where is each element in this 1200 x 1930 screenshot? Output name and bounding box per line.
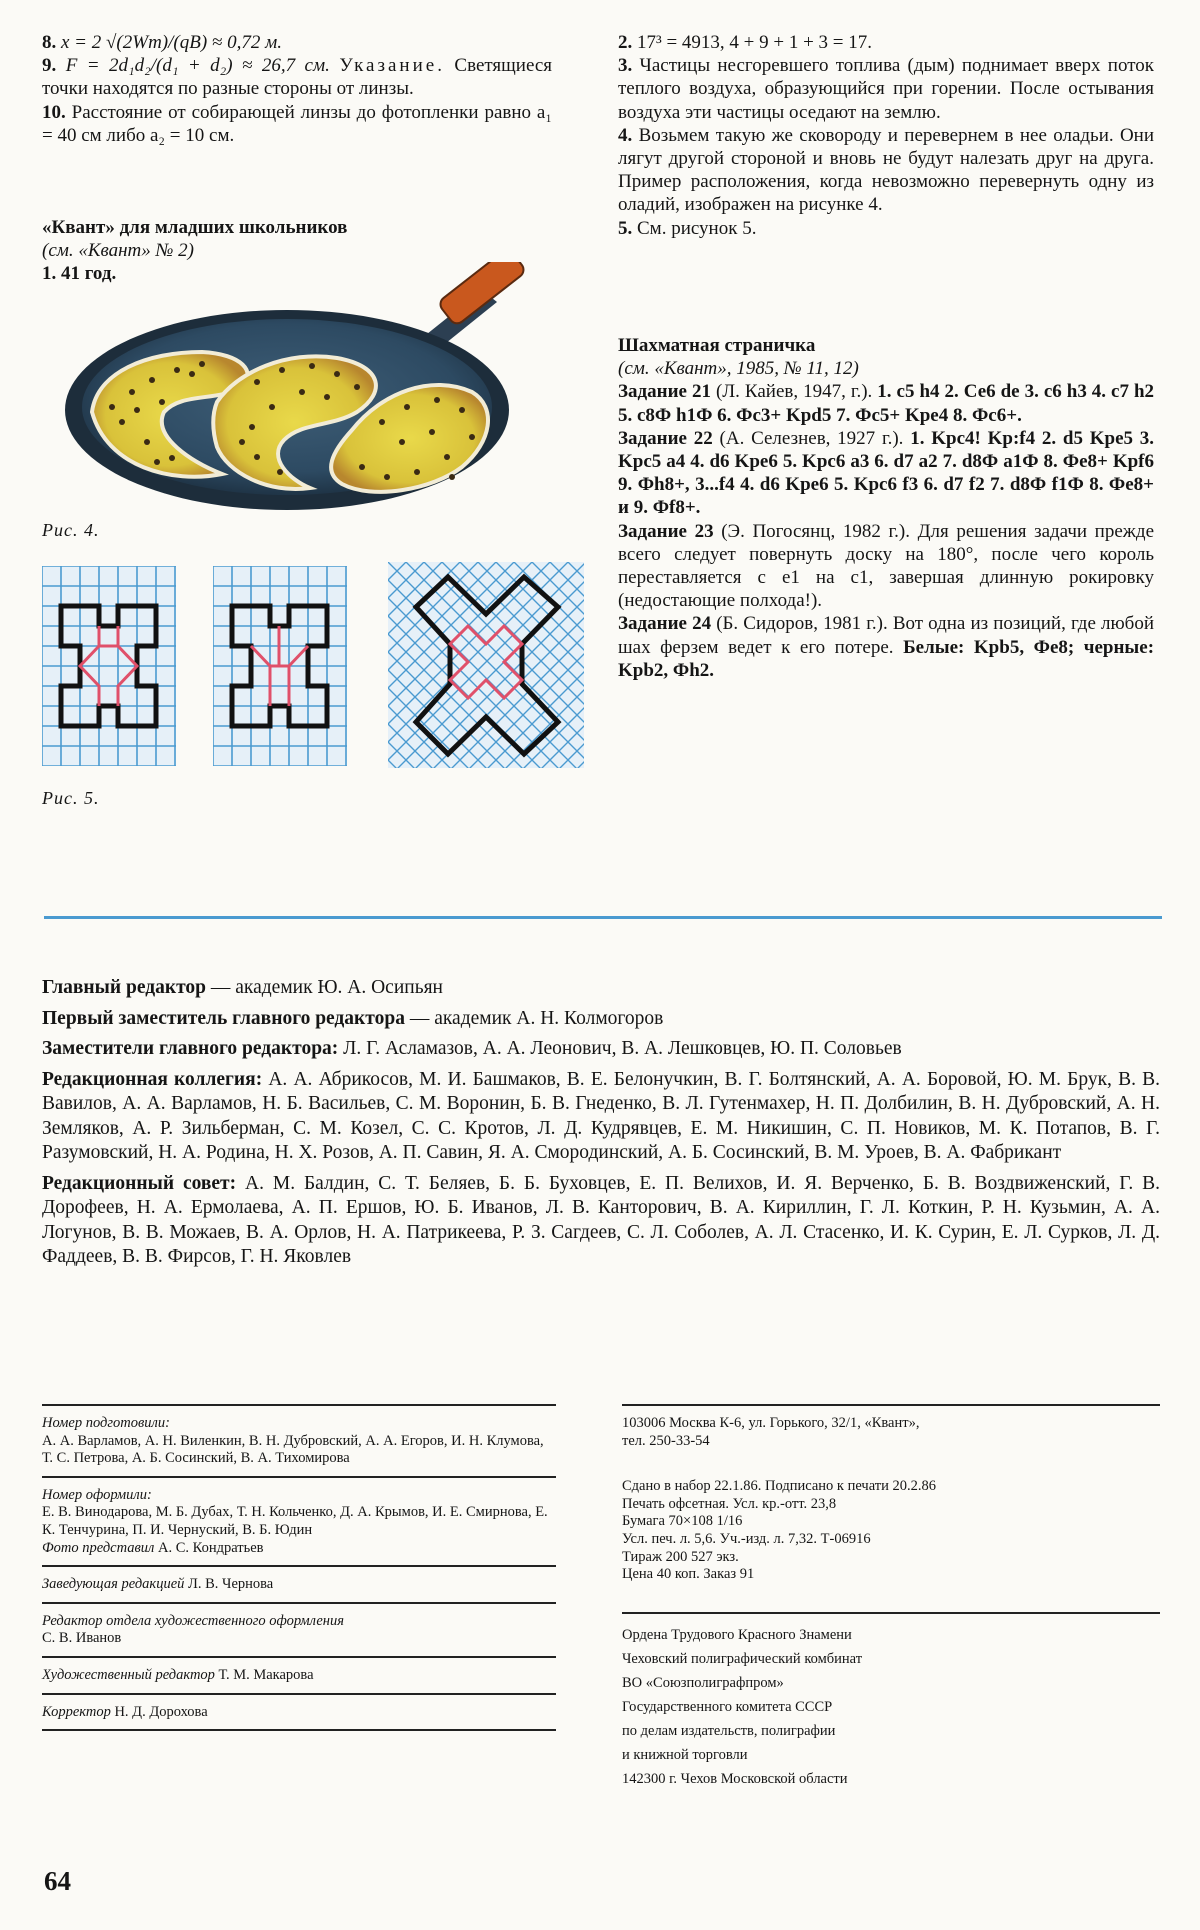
imprint-rule-2 [42, 1476, 556, 1478]
imprint-rule-3 [42, 1565, 556, 1567]
pan-handle-grip [437, 262, 526, 327]
chess-task-23: Задание 23 (Э. Погосянц, 1982 г.). Для решения задачи прежде всего следует повернуть доску на 180°, после чего король переставляется с e1 на c1, завершая длинную рокировку (недостающие полхода!). [618, 520, 1155, 612]
art-dept-block [42, 1613, 556, 1648]
junior-ref: (см. «Квант» № 2) [42, 240, 195, 262]
chief-editor: Главный редактор — академик Ю. А. Осипьян [42, 977, 443, 998]
first-deputy: Первый заместитель главного редактора — академик А. Н. Колмогоров [42, 1007, 664, 1029]
imprint-rule-6 [42, 1693, 556, 1695]
answer-10: 10. Расстояние от собирающей линзы до фотопленки равно a₁ = 40 см либо a₂ = 10 см. [42, 101, 552, 146]
art-dept-label: Редактор отдела художественного оформления [42, 1612, 344, 1629]
figure-5-caption: Рис. 5. [42, 788, 100, 808]
imprint-right [622, 1404, 1160, 1799]
head-block: Заведующая редакцией Л. В. Чернова [42, 1576, 274, 1593]
answer-2: 2. 17³ = 4913, 4 + 9 + 1 + 3 = 17. [618, 32, 873, 53]
imprint-right-rule-2 [622, 1612, 1160, 1614]
junior-title: «Квант» для младших школьников [42, 217, 348, 238]
imprint-right-rule-1 [622, 1404, 1160, 1406]
answers-left [42, 31, 552, 147]
prepared-label: Номер подготовили: [42, 1415, 170, 1431]
printing-info-block: Сдано в набор 22.1.86. Подписано к печати 20.2.86 Печать офсетная. Усл. кр.-отт. 23,8 Бумага 70×108 1/16 Усл. печ. л. 5,6. Уч.-изд. л. 7,32. Т-06916 Тираж 200 527 экз. Цена 40 коп. Заказ 91 [622, 1478, 937, 1583]
art-editor-block: Художественный редактор Т. М. Макарова [42, 1666, 314, 1683]
proof-block: Корректор Н. Д. Дорохова [42, 1703, 208, 1720]
answer-4: 4. Возьмем такую же сковороду и перевернем в нее оладьи. Они лягут другой стороной и вновь не будут налезать друг на друга. Пример расположения, когда невозможно перевернуть одну из оладий, изображен на рисунке 4. [618, 124, 1155, 216]
answer-3: 3. Частицы несгоревшего топлива (дым) поднимает вверх поток теплого воздуха, образующийся при горении. После остывания воздуха эти частицы оседают на землю. [618, 55, 1154, 123]
section-divider [44, 916, 1162, 919]
junior-answer-1: 1. 41 год. [42, 263, 117, 285]
grid-figure-3-diagonal [388, 562, 584, 768]
answer-5: 5. См. рисунок 5. [618, 217, 757, 239]
photo-credit: Фото представил А. С. Кондратьев [42, 1539, 264, 1556]
editorial-council: Редакционный совет: А. М. Балдин, С. Т. Беляев, Б. Б. Буховцев, Е. П. Велихов, И. Я. Верченко, Б. В. Воздвиженский, Г. В. Дорофеев, Н. А. Ермолаева, А. П. Ершов, Ю. Б. Иванов, Л. В. Канторович, В. А. Кириллин, Г. Л. Коткин, Р. Н. Кузьмин, А. А. Логунов, В. В. Можаев, В. А. Орлов, Н. А. Патрикеева, Р. З. Сагдеев, С. Л. Соболев, А. Л. Стасенко, И. К. Сурин, Е. Л. Сурков, Л. Д. Фаддеев, В. В. Фирсов, Г. Н. Яковлев [42, 1172, 1160, 1267]
imprint-left [42, 1404, 556, 1740]
imprint-rule-4 [42, 1602, 556, 1604]
printing-plant-block: Ордена Трудового Красного Знамени Чеховский полиграфический комбинат ВО «Союзполиграфпром» Государственного комитета СССР по делам издательств, полиграфии и книжной торговли 142300 г. Чехов Московской области [622, 1626, 863, 1787]
figure-4-caption: Рис. 4. [42, 520, 100, 540]
answers-right [618, 31, 1154, 240]
designed-names: Е. В. Винодарова, М. Б. Дубах, Т. Н. Кольченко, Д. А. Крымов, И. Е. Смирнова, Е. К. Тенчурина, П. И. Чернуский, В. Б. Юдин [42, 1504, 548, 1538]
designed-label: Номер оформили: [42, 1486, 152, 1503]
chess-section [618, 334, 1154, 682]
editorial-board: Редакционная коллегия: А. А. Абрикосов, М. И. Башмаков, В. Е. Белонучкин, В. Г. Болтянский, А. А. Боровой, Ю. М. Брук, В. В. Вавилов, А. А. Варламов, Н. Б. Васильев, С. М. Воронин, Б. В. Гнеденко, В. Л. Гутенмахер, Н. П. Долбилин, В. Н. Дубровский, А. Н. Земляков, А. Р. Зильберман, С. М. Козел, С. С. Кротов, Л. Д. Кудрявцев, Е. М. Никишин, С. П. Новиков, М. К. Потапов, В. Г. Разумовский, Н. А. Родина, Н. Х. Розов, А. П. Савин, Я. А. Смородинский, А. Б. Сосинский, В. М. Уроев, В. А. Фабрикант [42, 1068, 1160, 1163]
chess-title: Шахматная страничка [618, 335, 816, 356]
address-block: 103006 Москва К-6, ул. Горького, 32/1, «Квант», тел. 250-33-54 [622, 1415, 920, 1449]
prepared-block [42, 1415, 556, 1468]
masthead [42, 976, 1160, 1276]
imprint-rule-5 [42, 1656, 556, 1658]
answer-9: 9. F = 2d₁d₂/(d₁ + d₂) ≈ 26,7 см. Указание. Светящиеся точки находятся по разные стороны от линзы. [42, 55, 553, 100]
art-dept-name: С. В. Иванов [42, 1630, 122, 1647]
deputies: Заместители главного редактора: Л. Г. Асламазов, А. А. Леонович, В. А. Лешковцев, Ю. П. Соловьев [42, 1038, 902, 1059]
chess-ref: (см. «Квант», 1985, № 11, 12) [618, 358, 859, 380]
prepared-names: А. А. Варламов, А. Н. Виленкин, В. Н. Дубровский, А. А. Егоров, И. Н. Клумова, Т. С. Петрова, А. Б. Сосинский, В. А. Тихомирова [42, 1432, 544, 1467]
grid-figure-2 [213, 566, 347, 766]
page-number: 64 [44, 1866, 71, 1896]
chess-task-22: Задание 22 (А. Селезнев, 1927 г.). 1. Kpc4! Kp:f4 2. d5 Kpe5 3. Kpc5 a4 4. d6 Kpe6 5. Kpc6 a3 6. d7 a2 7. d8Ф a1Ф 8. Фе8+ Kpf6 9. Фh8+, 3...f4 4. d6 Kpe6 5. Kpc6 f3 6. d7 f2 7. d8Ф f1Ф 8. Фе8+ и 9. Фf8+. [618, 427, 1155, 519]
grid-figure-1 [42, 566, 176, 766]
designed-block [42, 1487, 556, 1557]
chess-task-24: Задание 24 (Б. Сидоров, 1981 г.). Вот одна из позиций, где любой шах ферзем ведет к его потере. Белые: Kpb5, Фе8; черные: Kpb2, Фh2. [618, 613, 1155, 681]
chess-task-21: Задание 21 (Л. Кайев, 1947, г.). 1. c5 h4 2. Се6 de 3. c6 h3 4. c7 h2 5. c8Ф h1Ф 6. Фс3+ Kpd5 7. Фс5+ Kpe4 8. Фс6+. [618, 381, 1155, 426]
imprint-rule-1 [42, 1404, 556, 1406]
imprint-rule-7 [42, 1729, 556, 1731]
answer-8: 8. x = 2 √(2Wm)/(qB) ≈ 0,72 м. [42, 32, 282, 53]
frying-pan-figure [52, 262, 562, 524]
